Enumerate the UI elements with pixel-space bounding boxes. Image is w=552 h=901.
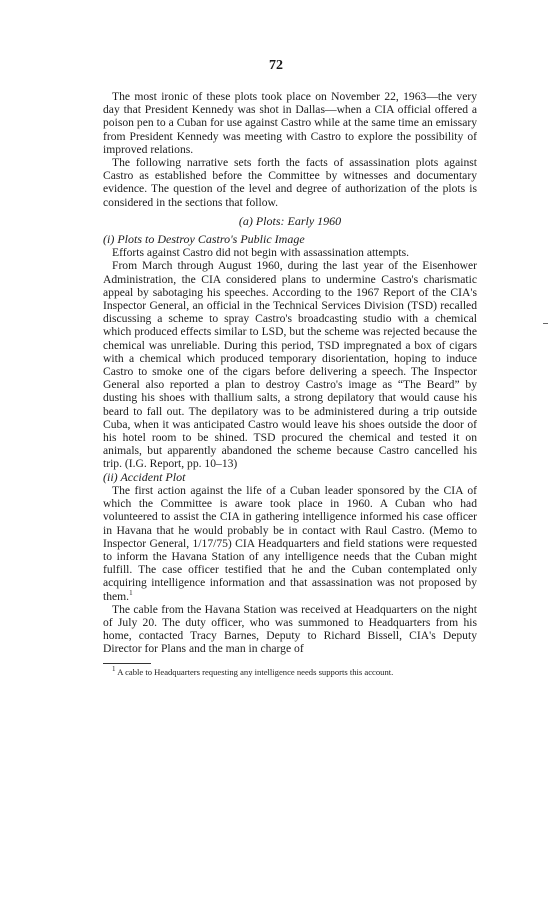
margin-mark xyxy=(543,323,548,324)
footnote xyxy=(103,664,477,678)
body-paragraph xyxy=(103,484,477,603)
page-body xyxy=(103,90,477,678)
body-paragraph: The following narrative sets forth the facts of assassination plots against Castro as established before the Committee by witnesses and documentary evidence. The question of the level and degree of authorization of the plots is considered in the sections that follow. xyxy=(103,156,477,209)
footnote-reference: 1 xyxy=(129,588,133,597)
page-number: 72 xyxy=(269,58,283,73)
body-paragraph: Efforts against Castro did not begin with assassination attempts. xyxy=(112,246,409,260)
footnote-text: A cable to Headquarters requesting any intelligence needs supports this account. xyxy=(117,666,394,677)
subsection-heading: (ii) Accident Plot xyxy=(103,469,186,484)
section-heading: (a) Plots: Early 1960 xyxy=(238,213,342,228)
body-paragraph: From March through August 1960, during the last year of the Eisenhower Administration, the CIA considered plans to undermine Castro's charismatic appeal by sabotaging his speeches. According to the 1967 Report of the CIA's Inspector General, an official in the Technical Services Division (TSD) recalled discussing a scheme to spray Castro's broadcasting studio with a chemical which produced effects similar to LSD, but the scheme was rejected because the chemical was unreliable. During this period, TSD impregnated a box of cigars with a chemical which produced temporary disorientation, hoping to induce Castro to smoke one of the cigars before delivering a speech. The Inspector General also reported a plan to destroy Castro's image as “The Beard” by dusting his shoes with thallium salts, a strong depilatory that would cause his beard to fall out. The depilatory was to be administered during a trip outside Cuba, when it was anticipated Castro would leave his shoes outside the door of his hotel room to be shined. TSD procured the chemical and tested it on animals, but apparently abandoned the scheme because Castro cancelled his trip. (I.G. Report, pp. 10–13) xyxy=(103,259,477,471)
footnote-marker: 1 xyxy=(112,664,116,673)
paragraph-text: The first action against the life of a Cuban leader sponsored by the CIA of which the Committee is aware took place in 1960. A Cuban who had volunteered to assist the CIA in gathering intelligence informed his case officer in Havana that he would probably be in contact with Raul Castro. (Memo to Inspector General, 1/17/75) CIA Headquarters and field stations were requested to inform the Havana Station of any intelligence needs that the Cuban might fulfill. The case officer testified that he and the Cuban contemplated only acquiring intelligence information and that assassination was not proposed by them. xyxy=(103,483,477,603)
body-paragraph: The cable from the Havana Station was received at Headquarters on the night of July 20. The duty officer, who was summoned to Headquarters from his home, contacted Tracy Barnes, Deputy to Richard Bissell, CIA's Deputy Director for Plans and the man in charge of xyxy=(103,602,477,656)
footnote-divider xyxy=(103,663,151,664)
body-paragraph: The most ironic of these plots took place on November 22, 1963—the very day that President Kennedy was shot in Dallas—when a CIA official offered a poison pen to a Cuban for use against Castro while at the same time an emissary from President Kennedy was meeting with Castro to explore the possibility of improved relations. xyxy=(103,90,477,156)
subsection-heading: (i) Plots to Destroy Castro's Public Image xyxy=(103,232,305,247)
